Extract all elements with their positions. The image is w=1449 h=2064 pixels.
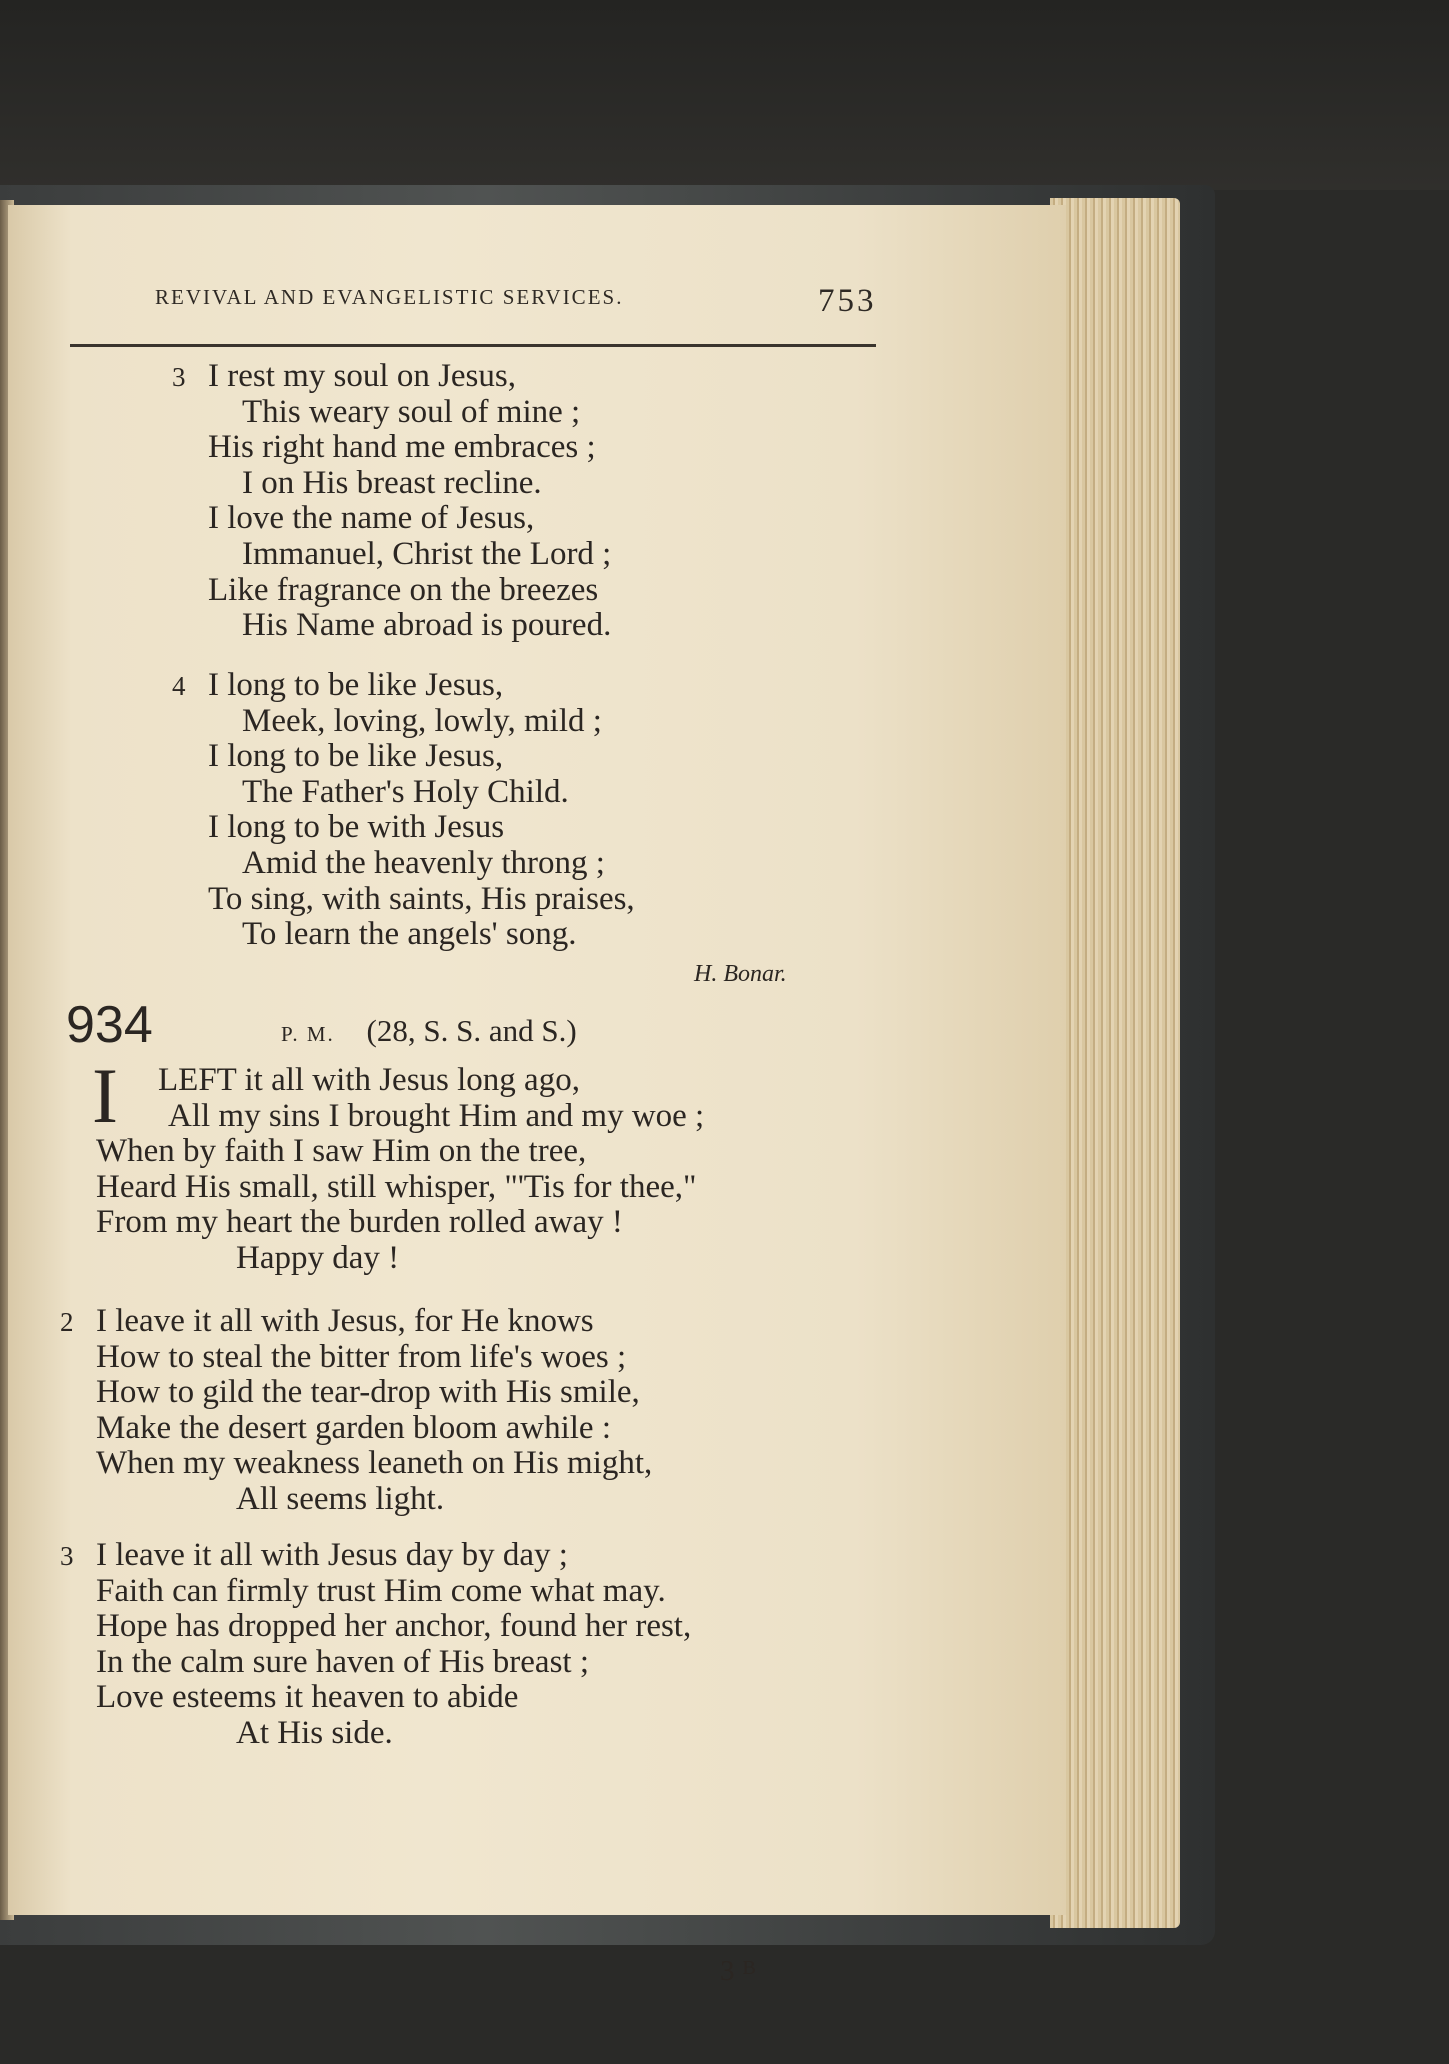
verse-line: I long to be like Jesus, bbox=[208, 667, 504, 703]
running-title: REVIVAL AND EVANGELISTIC SERVICES. bbox=[155, 285, 624, 309]
verse-line: How to steal the bitter from life's woes ; bbox=[96, 1338, 627, 1375]
hymn-933-stanza-3 bbox=[208, 359, 611, 644]
header-rule bbox=[70, 344, 876, 347]
verse-line: Amid the heavenly throng ; bbox=[242, 844, 605, 881]
verse-line: His right hand me embraces ; bbox=[208, 429, 596, 466]
verse-line: Meek, loving, lowly, mild ; bbox=[242, 702, 602, 739]
verse-line: Faith can firmly trust Him come what may. bbox=[96, 1572, 666, 1609]
page-number: 753 bbox=[818, 283, 877, 319]
signature-number: 3 bbox=[720, 1955, 735, 1987]
verse-line: I leave it all with Jesus day by day ; bbox=[96, 1537, 568, 1573]
tune-reference: (28, S. S. and S.) bbox=[366, 1013, 577, 1048]
hymn-933-stanza-4 bbox=[208, 668, 635, 953]
hymn-934-stanza-2 bbox=[96, 1304, 652, 1518]
verse-line: At His side. bbox=[236, 1714, 393, 1751]
hymn-meter bbox=[281, 1013, 577, 1049]
stanza-number: 3 bbox=[172, 362, 186, 392]
verse-line: All my sins I brought Him and my woe ; bbox=[168, 1097, 705, 1134]
verse-line: I long to be with Jesus bbox=[208, 809, 505, 846]
stanza-number: 4 bbox=[172, 671, 186, 701]
verse-line: Make the desert garden bloom awhile : bbox=[96, 1409, 611, 1446]
verse-line: All seems light. bbox=[236, 1480, 445, 1517]
verse-line: When my weakness leaneth on His might, bbox=[96, 1445, 653, 1482]
verse-line: To learn the angels' song. bbox=[242, 916, 577, 953]
signature-mark bbox=[720, 1955, 756, 1988]
verse-line: To sing, with saints, His praises, bbox=[208, 880, 635, 917]
verse-line: LEFT it all with Jesus long ago, bbox=[158, 1062, 580, 1098]
verse-line: I rest my soul on Jesus, bbox=[208, 358, 516, 394]
verse-line: I long to be like Jesus, bbox=[208, 738, 504, 775]
book-page bbox=[8, 205, 1066, 1987]
verse-line: I leave it all with Jesus, for He knows bbox=[96, 1303, 594, 1339]
stanza-number: 3 bbox=[60, 1541, 74, 1571]
verse-line: When by faith I saw Him on the tree, bbox=[96, 1133, 587, 1169]
hymn-number: 934 bbox=[66, 996, 153, 1054]
verse-line: Like fragrance on the breezes bbox=[208, 571, 599, 608]
verse-line: Immanuel, Christ the Lord ; bbox=[242, 535, 612, 572]
signature-letter: B bbox=[742, 1957, 756, 1979]
verse-line: Happy day ! bbox=[236, 1239, 400, 1276]
verse-line: This weary soul of mine ; bbox=[242, 393, 581, 430]
hymn-934-stanza-1 bbox=[96, 1134, 696, 1276]
page-edges bbox=[1050, 198, 1180, 1928]
verse-line: I on His breast recline. bbox=[242, 464, 542, 501]
backdrop bbox=[0, 0, 1449, 190]
stanza-number: 2 bbox=[60, 1307, 74, 1337]
verse-line: The Father's Holy Child. bbox=[242, 773, 569, 810]
verse-line: From my heart the burden rolled away ! bbox=[96, 1204, 623, 1241]
hymn-934-stanza-3 bbox=[96, 1538, 691, 1752]
hymn-934-stanza-1-opening bbox=[158, 1063, 704, 1134]
verse-line: Hope has dropped her anchor, found her rest, bbox=[96, 1608, 692, 1645]
verse-line: Heard His small, still whisper, "'Tis for thee," bbox=[96, 1168, 697, 1205]
verse-line: His Name abroad is poured. bbox=[242, 607, 612, 644]
drop-cap: I bbox=[92, 1052, 118, 1139]
meter-label: P. M. bbox=[281, 1022, 335, 1046]
verse-line: In the calm sure haven of His breast ; bbox=[96, 1643, 590, 1680]
verse-line: Love esteems it heaven to abide bbox=[96, 1679, 519, 1716]
hymn-author: H. Bonar. bbox=[694, 961, 787, 987]
verse-line: How to gild the tear-drop with His smile, bbox=[96, 1374, 640, 1411]
verse-line: I love the name of Jesus, bbox=[208, 500, 535, 537]
